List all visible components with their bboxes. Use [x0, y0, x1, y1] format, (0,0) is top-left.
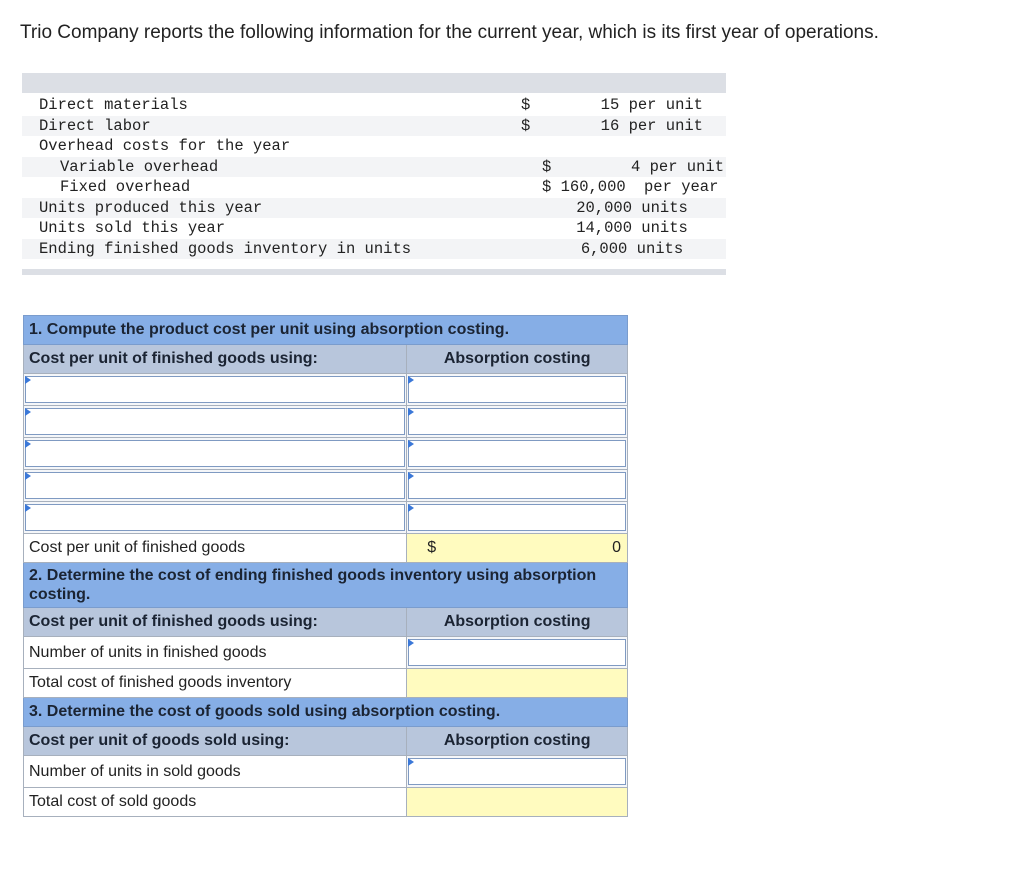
absorption-costing-worksheet — [23, 315, 628, 817]
dropdown-flag-icon — [408, 440, 414, 448]
part1-cost-amount-input-3[interactable] — [408, 440, 626, 467]
part1-cost-item-select-1[interactable] — [25, 376, 405, 403]
part2-header-right: Absorption costing — [407, 608, 628, 637]
problem-intro: Trio Company reports the following information for the current year, which is its first year of operations. — [20, 22, 879, 43]
given-data-rows — [22, 93, 726, 259]
data-row-fixed-overhead: Fixed overhead $ 160,000 per year — [60, 178, 719, 197]
part1-input-row-3 — [24, 438, 628, 470]
part2-title: 2. Determine the cost of ending finished goods inventory using absorption costing. — [24, 563, 628, 608]
part1-cost-item-select-4[interactable] — [25, 472, 405, 499]
part3-total-label: Total cost of sold goods — [24, 788, 407, 817]
dropdown-flag-icon — [25, 376, 31, 384]
dropdown-flag-icon — [408, 504, 414, 512]
part3-header-left: Cost per unit of goods sold using: — [24, 727, 407, 756]
dropdown-flag-icon — [25, 472, 31, 480]
data-row-direct-materials: Direct materials $ 15 per unit — [39, 96, 703, 115]
part2-total-label: Total cost of finished goods inventory — [24, 669, 407, 698]
data-row-direct-labor: Direct labor $ 16 per unit — [22, 116, 726, 137]
part3-header-right: Absorption costing — [407, 727, 628, 756]
part1-cost-amount-input-1[interactable] — [408, 376, 626, 403]
part1-cost-amount-input-2[interactable] — [408, 408, 626, 435]
part1-header-right: Absorption costing — [407, 345, 628, 374]
part2-header-left: Cost per unit of finished goods using: — [24, 608, 407, 637]
part3-units-label: Number of units in sold goods — [24, 756, 407, 788]
part1-total-row — [24, 534, 628, 563]
dropdown-flag-icon — [408, 376, 414, 384]
dropdown-flag-icon — [25, 440, 31, 448]
part2-total-row — [24, 669, 628, 698]
given-data-table — [22, 73, 726, 275]
part1-input-row-1 — [24, 374, 628, 406]
part1-cost-amount-input-4[interactable] — [408, 472, 626, 499]
part1-input-row-4 — [24, 470, 628, 502]
data-row-units-produced: Units produced this year 20,000 units — [22, 198, 726, 219]
part2-title-row — [24, 563, 628, 608]
dropdown-flag-icon — [25, 408, 31, 416]
part1-title: 1. Compute the product cost per unit using absorption costing. — [24, 316, 628, 345]
data-row-units-sold: Units sold this year 14,000 units — [39, 219, 688, 238]
part1-cost-item-select-3[interactable] — [25, 440, 405, 467]
dropdown-flag-icon — [408, 639, 414, 647]
part1-cost-amount-input-5[interactable] — [408, 504, 626, 531]
part3-header-row — [24, 727, 628, 756]
part1-input-row-2 — [24, 406, 628, 438]
dropdown-flag-icon — [408, 472, 414, 480]
part2-units-input[interactable] — [408, 639, 626, 666]
dropdown-flag-icon — [408, 758, 414, 766]
part2-total-cell — [407, 669, 628, 698]
part1-total-cell — [407, 534, 628, 563]
part1-total-currency: $ — [427, 539, 437, 556]
data-row-overhead-heading: Overhead costs for the year — [39, 137, 291, 156]
part1-header-left: Cost per unit of finished goods using: — [24, 345, 407, 374]
dropdown-flag-icon — [25, 504, 31, 512]
part1-title-row — [24, 316, 628, 345]
part1-cost-item-select-2[interactable] — [25, 408, 405, 435]
part3-total-cell — [407, 788, 628, 817]
part2-header-row — [24, 608, 628, 637]
part1-total-value: 0 — [612, 539, 621, 556]
part3-units-input[interactable] — [408, 758, 626, 785]
part1-total-label: Cost per unit of finished goods — [24, 534, 407, 563]
part2-units-label: Number of units in finished goods — [24, 637, 407, 669]
part1-input-row-5 — [24, 502, 628, 534]
part1-header-row — [24, 345, 628, 374]
table-top-bar — [22, 73, 726, 93]
part2-units-row — [24, 637, 628, 669]
part3-title-row — [24, 698, 628, 727]
part3-total-row — [24, 788, 628, 817]
part3-units-row — [24, 756, 628, 788]
table-bottom-bar — [22, 269, 726, 275]
part3-title: 3. Determine the cost of goods sold using absorption costing. — [24, 698, 628, 727]
part1-cost-item-select-5[interactable] — [25, 504, 405, 531]
data-row-variable-overhead: Variable overhead $ 4 per unit — [22, 157, 726, 178]
dropdown-flag-icon — [408, 408, 414, 416]
data-row-ending-inventory: Ending finished goods inventory in units 6,000 units — [22, 239, 726, 260]
